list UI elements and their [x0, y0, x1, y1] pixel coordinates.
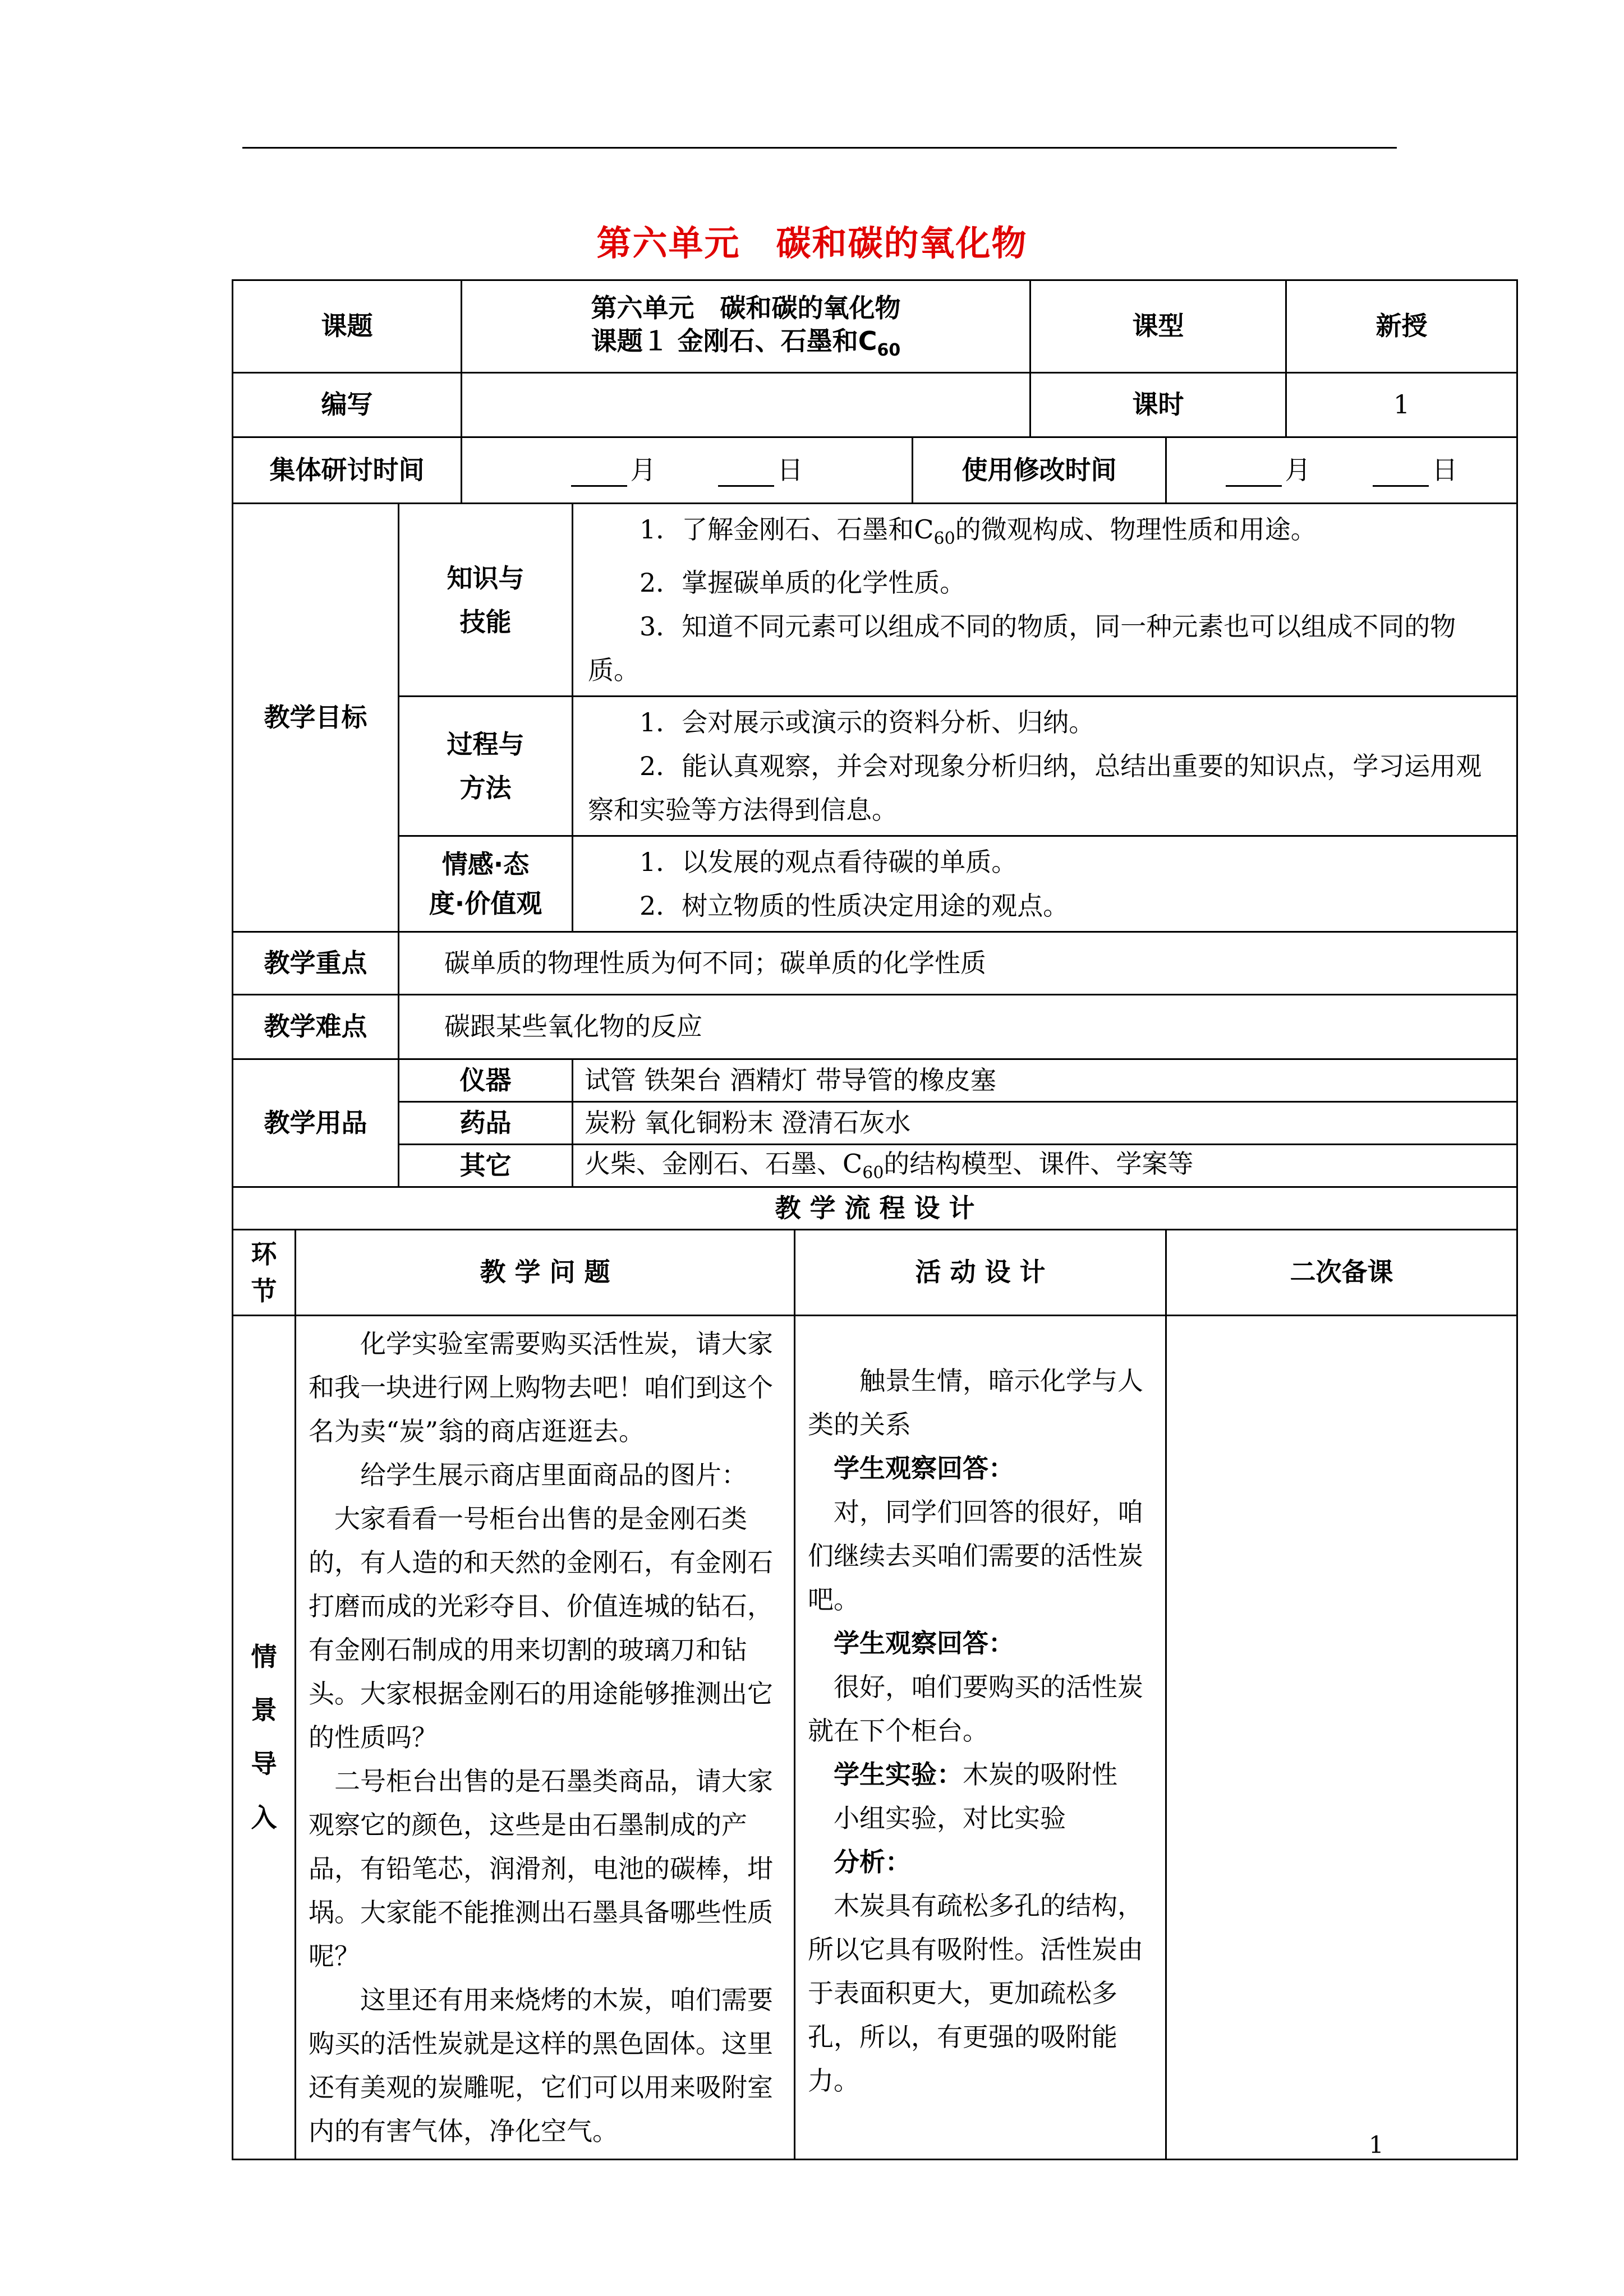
- author-value: [462, 373, 1030, 437]
- objectives-label: 教学目标: [233, 504, 399, 932]
- topic-line-2: 课题１ 金刚石、石墨和$C_{60}$: [591, 326, 901, 361]
- author-row: [233, 373, 1517, 437]
- process-item-2: 2．能认真观察，并会对现象分析归纳，总结出重要的知识点，学习运用观察和实验等方法得到信息。: [588, 751, 1482, 826]
- emotion-item-1: 1．以发展的观点看待碳的单质。: [640, 847, 1018, 878]
- col-activity-header: 活 动 设 计: [795, 1230, 1166, 1316]
- instruments-label: 仪器: [399, 1059, 573, 1102]
- emotion-item-2: 2．树立物质的性质决定用途的观点。: [640, 891, 1069, 921]
- topic-value: [462, 280, 1030, 373]
- question-paragraph-3: 大家看看一号柜台出售的是金刚石类的，有人造的和天然的金刚石，有金刚石打磨而成的光彩夺目、价值连城的钻石，有金刚石制成的用来切割的玻璃刀和钻头。大家根据金刚石的用途能够推测出它的性质吗？: [309, 1504, 773, 1753]
- activity-intro: 触景生情，暗示化学与人类的关系: [808, 1366, 1144, 1440]
- knowledge-item-2: 2．掌握碳单质的化学性质。: [640, 568, 966, 598]
- topic-row: [233, 280, 1517, 373]
- author-label: 编写: [233, 373, 462, 437]
- instruments-row: [233, 1059, 1517, 1102]
- discuss-time-label: 集体研讨时间: [233, 437, 462, 504]
- hours-value: 1: [1286, 373, 1517, 437]
- materials-label: 教学用品: [233, 1059, 399, 1187]
- flow-header-row: [233, 1230, 1517, 1316]
- objective-emotion-row: [233, 836, 1517, 932]
- observe2-text: 很好，咱们要购买的活性炭就在下个柜台。: [808, 1672, 1144, 1746]
- stage-intro-row: [233, 1316, 1517, 2160]
- instruments-value: 试管 铁架台 酒精灯 带导管的橡皮塞: [573, 1059, 1517, 1102]
- header-rule: [242, 147, 1397, 149]
- page-title: 第六单元 碳和碳的氧化物: [596, 223, 1028, 264]
- lesson-plan-table: [232, 279, 1518, 2160]
- objective-knowledge-row: [233, 504, 1517, 697]
- topic-label: 课题: [233, 280, 462, 373]
- knowledge-item-3: 3．知道不同元素可以组成不同的物质，同一种元素也可以组成不同的物质。: [588, 611, 1456, 686]
- revise-time-value: 月 日: [1166, 437, 1517, 504]
- objective-process-row: [233, 697, 1517, 836]
- analysis-text: 木炭具有疏松多孔的结构，所以它具有吸附性。活性炭由于表面积更大，更加疏松多孔，所以，有更强的吸附能力。: [808, 1891, 1144, 2096]
- observe1-text: 对，同学们回答的很好，咱们继续去买咱们需要的活性炭吧。: [808, 1497, 1144, 1615]
- topic-line-1: 第六单元 碳和碳的氧化物: [591, 292, 901, 323]
- page-number: 1: [1369, 2131, 1384, 2159]
- flow-title-row: [233, 1187, 1517, 1230]
- flow-title: 教 学 流 程 设 计: [233, 1187, 1517, 1230]
- process-items: [573, 697, 1517, 836]
- question-paragraph-5: 这里还有用来烧烤的木炭，咱们需要购买的活性炭就是这样的黑色固体。这里还有美观的炭雕呢，它们可以用来吸附室内的有害气体，净化空气。: [309, 1985, 773, 2147]
- observe1-label: 学生观察回答：: [834, 1453, 1015, 1484]
- notes-cell: [1166, 1316, 1517, 2160]
- chemicals-value: 炭粉 氧化铜粉末 澄清石灰水: [573, 1102, 1517, 1145]
- discuss-time-value: 月 日: [462, 437, 913, 504]
- activity-text: [795, 1316, 1166, 2160]
- knowledge-items: [573, 504, 1517, 697]
- others-label: 其它: [399, 1145, 573, 1187]
- others-row: [233, 1145, 1517, 1187]
- col-stage-header: 环 节: [233, 1230, 296, 1316]
- experiment-value: 木炭的吸附性: [963, 1759, 1118, 1790]
- difficulty-value: 碳跟某些氧化物的反应: [399, 995, 1517, 1059]
- emotion-label: 情感·态 度·价值观: [399, 836, 573, 932]
- question-text: [296, 1316, 795, 2160]
- observe2-label: 学生观察回答：: [834, 1628, 1015, 1659]
- knowledge-label: 知识与 技能: [399, 504, 573, 697]
- difficulty-label: 教学难点: [233, 995, 399, 1059]
- experiment-note: 小组实验，对比实验: [834, 1803, 1066, 1834]
- revise-time-label: 使用修改时间: [913, 437, 1166, 504]
- chemicals-label: 药品: [399, 1102, 573, 1145]
- col-question-header: 教 学 问 题: [296, 1230, 795, 1316]
- key-point-value: 碳单质的物理性质为何不同；碳单质的化学性质: [399, 932, 1517, 995]
- hours-label: 课时: [1030, 373, 1286, 437]
- process-item-1: 1．会对展示或演示的资料分析、归纳。: [640, 707, 1095, 738]
- others-value: 火柴、金刚石、石墨、$C_{60}$的结构模型、课件、学案等: [573, 1145, 1517, 1187]
- date-row: [233, 437, 1517, 504]
- chemicals-row: [233, 1102, 1517, 1145]
- type-label: 课型: [1030, 280, 1286, 373]
- question-paragraph-1: 化学实验室需要购买活性炭，请大家和我一块进行网上购物去吧！咱们到这个名为卖“炭”翁的商店逛逛去。: [309, 1329, 773, 1447]
- process-label: 过程与 方法: [399, 697, 573, 836]
- key-point-label: 教学重点: [233, 932, 399, 995]
- col-notes-header: 二次备课: [1166, 1230, 1517, 1316]
- question-paragraph-4: 二号柜台出售的是石墨类商品，请大家观察它的颜色，这些是由石墨制成的产品，有铅笔芯，润滑剂，电池的碳棒，坩埚。大家能不能推测出石墨具备哪些性质呢？: [309, 1766, 773, 1972]
- knowledge-item-1: 1．了解金刚石、石墨和$C_{60}$的微观构成、物理性质和用途。: [640, 514, 1317, 549]
- emotion-items: [573, 836, 1517, 932]
- analysis-label: 分析：: [834, 1847, 912, 1878]
- type-value: 新授: [1286, 280, 1517, 373]
- question-paragraph-2: 给学生展示商店里面商品的图片：: [360, 1460, 747, 1491]
- key-point-row: [233, 932, 1517, 995]
- stage-label: 情 景 导 入: [233, 1316, 296, 2160]
- difficulty-row: [233, 995, 1517, 1059]
- experiment-label: 学生实验：: [834, 1759, 963, 1790]
